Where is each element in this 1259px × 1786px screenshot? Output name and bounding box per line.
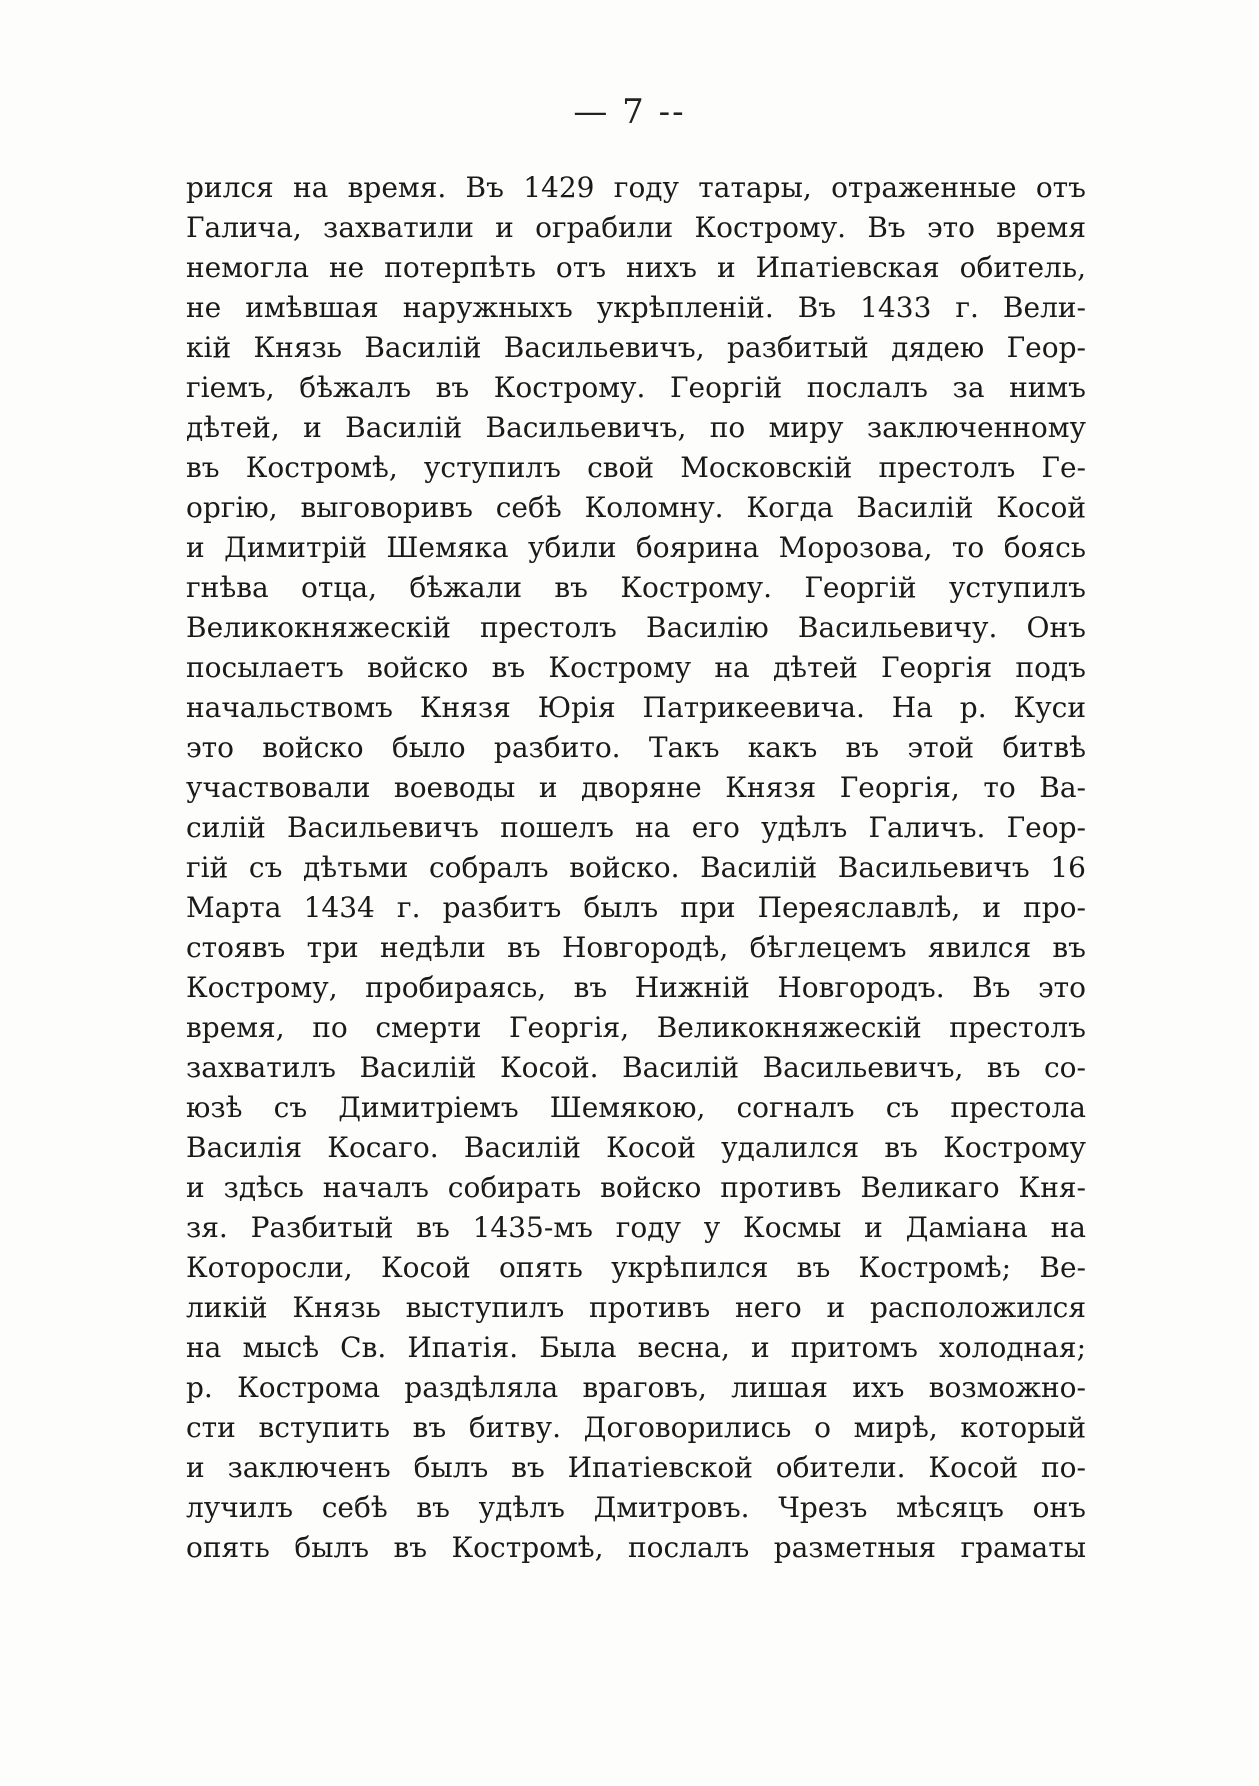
text-line: Кострому, пробираясь, въ Нижній Новгородъ. Въ это [186,971,1086,1004]
text-line: сти вступить въ битву. Договорились о мирѣ, который [186,1411,1086,1444]
text-line: немогла не потерпѣть отъ нихъ и Ипатіевская обитель, [186,251,1086,284]
text-line: Которосли, Косой опять укрѣпился въ Костромѣ; Ве- [186,1251,1086,1284]
text-line: лучилъ себѣ въ удѣлъ Дмитровъ. Чрезъ мѣсяцъ онъ [186,1491,1086,1524]
text-line: начальствомъ Князя Юрія Патрикеевича. На р. Куси [186,691,1086,724]
text-line: рился на время. Въ 1429 году татары, отраженные отъ [186,171,1086,204]
text-line: это войско было разбито. Такъ какъ въ этой битвѣ [186,731,1086,764]
text-line: силій Васильевичъ пошелъ на его удѣлъ Галичъ. Геор- [186,811,1086,844]
text-line: не имѣвшая наружныхъ укрѣпленій. Въ 1433 г. Вели- [186,291,1086,324]
text-line: гій съ дѣтьми собралъ войско. Василій Васильевичъ 16 [186,851,1086,884]
page-number: — 7 -- [573,92,686,132]
text-line: гнѣва отца, бѣжали въ Кострому. Георгій уступилъ [186,571,1086,604]
text-line: Великокняжескій престолъ Василію Васильевичу. Онъ [186,611,1086,644]
text-line: и Димитрій Шемяка убили боярина Морозова, то боясь [186,531,1086,564]
text-line: зя. Разбитый въ 1435-мъ году у Космы и Даміана на [186,1211,1086,1244]
text-line: оргію, выговоривъ себѣ Коломну. Когда Василій Косой [186,491,1086,524]
text-line: время, по смерти Георгія, Великокняжескій престолъ [186,1011,1086,1044]
text-line: и заключенъ былъ въ Ипатіевской обители. Косой по- [186,1451,1086,1484]
text-line: ликій Князь выступилъ противъ него и расположился [186,1291,1086,1324]
text-line: дѣтей, и Василій Васильевичъ, по миру заключенному [186,411,1086,444]
text-line: и здѣсь началъ собирать войско противъ Великаго Кня- [186,1171,1086,1204]
text-line: Галича, захватили и ограбили Кострому. Въ это время [186,211,1086,244]
text-line: опять былъ въ Костромѣ, послалъ разметныя граматы [186,1531,1086,1564]
text-line: захватилъ Василій Косой. Василій Васильевичъ, въ со- [186,1051,1086,1084]
text-line: гіемъ, бѣжалъ въ Кострому. Георгій послалъ за нимъ [186,371,1086,404]
text-line: участвовали воеводы и дворяне Князя Георгія, то Ва- [186,771,1086,804]
text-line: Василія Косаго. Василій Косой удалился въ Кострому [186,1131,1086,1164]
text-line: юзѣ съ Димитріемъ Шемякою, согналъ съ престола [186,1091,1086,1124]
text-line: посылаетъ войско въ Кострому на дѣтей Георгія подъ [186,651,1086,684]
text-line: на мысѣ Св. Ипатія. Была весна, и притомъ холодная; [186,1331,1086,1364]
page-text-body [186,168,1086,1568]
text-line: Марта 1434 г. разбитъ былъ при Переяславлѣ, и про- [186,891,1086,924]
text-line: въ Костромѣ, уступилъ свой Московскій престолъ Ге- [186,451,1086,484]
text-line: кій Князь Василій Васильевичъ, разбитый дядею Геор- [186,331,1086,364]
text-line: р. Кострома раздѣляла враговъ, лишая ихъ возможно- [186,1371,1086,1404]
text-line: стоявъ три недѣли въ Новгородѣ, бѣглецемъ явился въ [186,931,1086,964]
